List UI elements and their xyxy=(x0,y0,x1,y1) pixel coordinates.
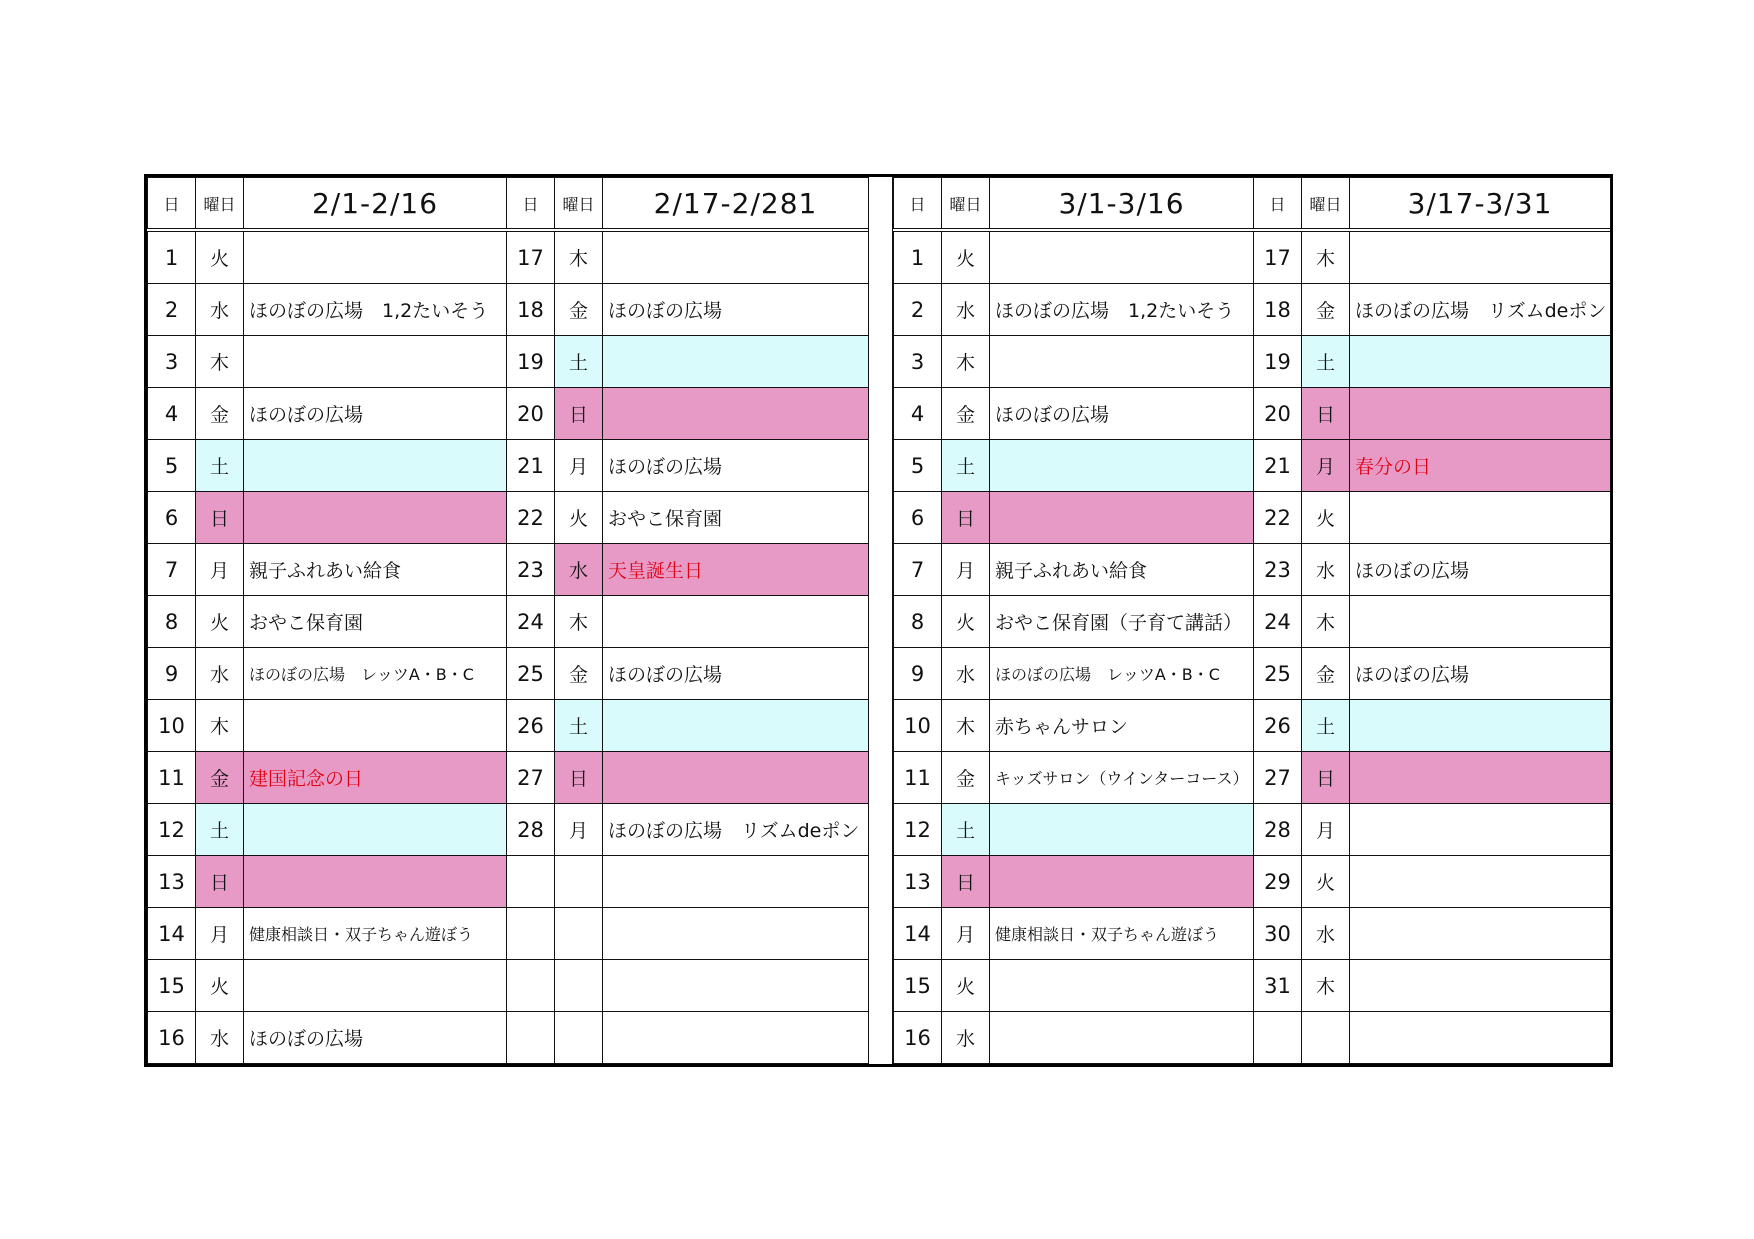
day-number-cell: 6 xyxy=(148,492,196,544)
weekday-cell: 土 xyxy=(196,440,244,492)
event-cell xyxy=(244,492,507,544)
day-number-cell: 30 xyxy=(1254,908,1302,960)
calendar-row xyxy=(148,336,869,388)
weekday-cell: 火 xyxy=(1302,492,1350,544)
day-number-cell: 10 xyxy=(148,700,196,752)
march-table xyxy=(893,177,1611,1064)
day-number-cell: 2 xyxy=(894,284,942,336)
weekday-cell: 水 xyxy=(196,284,244,336)
day-number-cell: 13 xyxy=(148,856,196,908)
event-cell xyxy=(603,700,869,752)
weekday-column-header: 曜日 xyxy=(942,178,990,231)
event-cell: キッズサロン（ウインターコース） xyxy=(990,752,1254,804)
event-cell xyxy=(1350,700,1611,752)
february-table xyxy=(147,177,869,1064)
day-number-cell xyxy=(507,856,555,908)
event-cell xyxy=(603,856,869,908)
event-cell: 赤ちゃんサロン xyxy=(990,700,1254,752)
event-cell: ほのぼの広場 1,2たいそう xyxy=(244,284,507,336)
day-number-cell: 12 xyxy=(894,804,942,856)
event-cell xyxy=(1350,752,1611,804)
day-number-cell: 6 xyxy=(894,492,942,544)
day-number-cell: 5 xyxy=(148,440,196,492)
day-number-cell xyxy=(507,1012,555,1064)
day-number-cell: 20 xyxy=(1254,388,1302,440)
calendar-row xyxy=(894,752,1611,804)
calendar-row xyxy=(894,440,1611,492)
event-cell xyxy=(603,388,869,440)
day-number-cell: 17 xyxy=(1254,230,1302,284)
event-cell xyxy=(990,856,1254,908)
event-cell xyxy=(603,960,869,1012)
calendar-row xyxy=(148,804,869,856)
calendar-row xyxy=(894,648,1611,700)
calendar-row xyxy=(148,544,869,596)
day-number-cell: 21 xyxy=(507,440,555,492)
weekday-cell: 金 xyxy=(942,388,990,440)
calendar-row xyxy=(148,908,869,960)
weekday-column-header: 曜日 xyxy=(196,178,244,231)
event-cell: 天皇誕生日 xyxy=(603,544,869,596)
event-cell xyxy=(244,336,507,388)
day-number-cell: 1 xyxy=(148,230,196,284)
weekday-cell: 日 xyxy=(196,856,244,908)
event-cell: 健康相談日・双子ちゃん遊ぼう xyxy=(244,908,507,960)
weekday-cell: 日 xyxy=(942,492,990,544)
weekday-cell: 日 xyxy=(942,856,990,908)
day-number-cell: 15 xyxy=(894,960,942,1012)
event-cell: ほのぼの広場 xyxy=(603,284,869,336)
day-number-cell: 25 xyxy=(1254,648,1302,700)
weekday-cell: 日 xyxy=(1302,752,1350,804)
day-number-cell: 31 xyxy=(1254,960,1302,1012)
weekday-cell: 水 xyxy=(942,284,990,336)
event-cell xyxy=(1350,908,1611,960)
event-cell xyxy=(1350,336,1611,388)
day-column-header: 日 xyxy=(507,178,555,231)
day-number-cell: 24 xyxy=(507,596,555,648)
event-cell xyxy=(990,492,1254,544)
day-number-cell: 11 xyxy=(148,752,196,804)
calendar-row xyxy=(148,230,869,284)
weekday-cell: 月 xyxy=(555,440,603,492)
date-range-header: 2/1-2/16 xyxy=(244,178,507,231)
calendar-row xyxy=(148,1012,869,1064)
event-cell: おやこ保育園（子育て講話） xyxy=(990,596,1254,648)
event-cell: ほのぼの広場 xyxy=(1350,544,1611,596)
event-cell: 親子ふれあい給食 xyxy=(244,544,507,596)
weekday-cell: 月 xyxy=(1302,804,1350,856)
calendar-row xyxy=(894,492,1611,544)
weekday-cell: 月 xyxy=(555,804,603,856)
event-cell xyxy=(244,856,507,908)
day-number-cell: 4 xyxy=(148,388,196,440)
calendar-row xyxy=(148,492,869,544)
event-cell: おやこ保育園 xyxy=(603,492,869,544)
date-range-header: 3/17-3/31 xyxy=(1350,178,1611,231)
event-cell: 親子ふれあい給食 xyxy=(990,544,1254,596)
weekday-cell: 水 xyxy=(1302,544,1350,596)
event-cell: ほのぼの広場 xyxy=(990,388,1254,440)
weekday-cell: 金 xyxy=(196,388,244,440)
calendar-row xyxy=(894,700,1611,752)
weekday-column-header: 曜日 xyxy=(1302,178,1350,231)
event-cell xyxy=(1350,388,1611,440)
day-number-cell: 1 xyxy=(894,230,942,284)
day-number-cell: 3 xyxy=(148,336,196,388)
weekday-cell: 土 xyxy=(1302,700,1350,752)
weekday-cell: 土 xyxy=(555,700,603,752)
calendar-row xyxy=(148,648,869,700)
weekday-cell: 木 xyxy=(942,700,990,752)
event-cell xyxy=(1350,1012,1611,1064)
event-cell xyxy=(1350,492,1611,544)
calendar-row xyxy=(148,388,869,440)
calendar-row xyxy=(894,960,1611,1012)
day-number-cell: 27 xyxy=(1254,752,1302,804)
day-number-cell: 2 xyxy=(148,284,196,336)
event-cell xyxy=(1350,804,1611,856)
event-cell: ほのぼの広場 レッツA・B・C xyxy=(990,648,1254,700)
event-cell xyxy=(1350,230,1611,284)
month-divider xyxy=(868,177,893,1064)
event-cell xyxy=(244,230,507,284)
day-number-cell xyxy=(507,960,555,1012)
calendar-row xyxy=(894,544,1611,596)
weekday-cell: 金 xyxy=(1302,284,1350,336)
weekday-cell: 火 xyxy=(196,596,244,648)
event-cell: 建国記念の日 xyxy=(244,752,507,804)
event-cell xyxy=(1350,856,1611,908)
weekday-cell: 土 xyxy=(942,440,990,492)
day-number-cell: 25 xyxy=(507,648,555,700)
day-number-cell: 8 xyxy=(148,596,196,648)
calendar-row xyxy=(148,700,869,752)
calendar-row xyxy=(894,284,1611,336)
day-number-cell: 8 xyxy=(894,596,942,648)
weekday-cell: 木 xyxy=(1302,960,1350,1012)
event-cell xyxy=(1350,596,1611,648)
weekday-cell: 日 xyxy=(555,388,603,440)
event-cell xyxy=(244,700,507,752)
event-cell xyxy=(990,230,1254,284)
event-cell: おやこ保育園 xyxy=(244,596,507,648)
event-cell: ほのぼの広場 xyxy=(603,648,869,700)
event-cell xyxy=(990,804,1254,856)
calendar-row xyxy=(894,1012,1611,1064)
day-number-cell: 14 xyxy=(894,908,942,960)
calendar-row xyxy=(894,856,1611,908)
weekday-cell: 火 xyxy=(942,960,990,1012)
calendar-row xyxy=(894,908,1611,960)
calendar-row xyxy=(148,856,869,908)
event-cell: ほのぼの広場 レッツA・B・C xyxy=(244,648,507,700)
day-number-cell xyxy=(1254,1012,1302,1064)
weekday-cell: 木 xyxy=(555,596,603,648)
day-number-cell: 14 xyxy=(148,908,196,960)
weekday-cell: 木 xyxy=(196,700,244,752)
weekday-cell: 木 xyxy=(196,336,244,388)
weekday-cell: 月 xyxy=(196,544,244,596)
calendar-row xyxy=(894,336,1611,388)
event-cell xyxy=(244,960,507,1012)
event-cell xyxy=(244,804,507,856)
calendar-row xyxy=(894,230,1611,284)
header-row xyxy=(894,178,1611,231)
weekday-cell: 水 xyxy=(196,648,244,700)
day-number-cell: 17 xyxy=(507,230,555,284)
weekday-cell: 金 xyxy=(196,752,244,804)
day-number-cell: 23 xyxy=(1254,544,1302,596)
day-number-cell: 27 xyxy=(507,752,555,804)
weekday-cell: 水 xyxy=(1302,908,1350,960)
day-number-cell: 24 xyxy=(1254,596,1302,648)
weekday-cell: 火 xyxy=(196,960,244,1012)
day-number-cell: 7 xyxy=(894,544,942,596)
day-number-cell: 18 xyxy=(1254,284,1302,336)
event-cell: ほのぼの広場 リズムdeポン xyxy=(603,804,869,856)
weekday-cell: 水 xyxy=(196,1012,244,1064)
weekday-cell: 日 xyxy=(555,752,603,804)
event-cell xyxy=(990,336,1254,388)
date-range-header: 2/17-2/281 xyxy=(603,178,869,231)
calendar-row xyxy=(148,752,869,804)
weekday-cell: 月 xyxy=(196,908,244,960)
event-cell xyxy=(603,752,869,804)
event-cell: ほのぼの広場 xyxy=(244,1012,507,1064)
calendar-row xyxy=(894,388,1611,440)
weekday-cell: 日 xyxy=(196,492,244,544)
weekday-cell: 土 xyxy=(555,336,603,388)
day-number-cell: 19 xyxy=(507,336,555,388)
weekday-cell: 月 xyxy=(942,908,990,960)
day-number-cell: 9 xyxy=(894,648,942,700)
weekday-cell: 金 xyxy=(555,284,603,336)
event-cell xyxy=(990,1012,1254,1064)
weekday-cell: 火 xyxy=(942,230,990,284)
weekday-cell: 水 xyxy=(942,648,990,700)
day-number-cell: 12 xyxy=(148,804,196,856)
event-cell xyxy=(603,336,869,388)
day-number-cell: 16 xyxy=(894,1012,942,1064)
day-number-cell: 19 xyxy=(1254,336,1302,388)
weekday-cell xyxy=(555,856,603,908)
event-cell xyxy=(244,440,507,492)
day-number-cell: 20 xyxy=(507,388,555,440)
day-column-header: 日 xyxy=(1254,178,1302,231)
day-number-cell: 3 xyxy=(894,336,942,388)
day-number-cell: 16 xyxy=(148,1012,196,1064)
weekday-cell: 火 xyxy=(1302,856,1350,908)
day-number-cell: 26 xyxy=(1254,700,1302,752)
day-number-cell: 28 xyxy=(507,804,555,856)
weekday-cell: 木 xyxy=(555,230,603,284)
weekday-cell xyxy=(555,960,603,1012)
calendar-row xyxy=(148,440,869,492)
event-cell: ほのぼの広場 リズムdeポン xyxy=(1350,284,1611,336)
calendar-row xyxy=(894,596,1611,648)
event-cell xyxy=(603,1012,869,1064)
date-range-header: 3/1-3/16 xyxy=(990,178,1254,231)
calendar-row xyxy=(148,960,869,1012)
event-cell: 春分の日 xyxy=(1350,440,1611,492)
weekday-cell: 月 xyxy=(1302,440,1350,492)
event-cell xyxy=(603,230,869,284)
weekday-column-header: 曜日 xyxy=(555,178,603,231)
weekday-cell: 土 xyxy=(1302,336,1350,388)
event-cell: ほのぼの広場 1,2たいそう xyxy=(990,284,1254,336)
day-number-cell: 4 xyxy=(894,388,942,440)
calendar-row xyxy=(148,596,869,648)
event-cell: ほのぼの広場 xyxy=(603,440,869,492)
event-cell: ほのぼの広場 xyxy=(1350,648,1611,700)
day-number-cell: 22 xyxy=(1254,492,1302,544)
event-cell xyxy=(603,596,869,648)
weekday-cell: 火 xyxy=(196,230,244,284)
day-number-cell: 5 xyxy=(894,440,942,492)
day-number-cell: 15 xyxy=(148,960,196,1012)
header-row xyxy=(148,178,869,231)
day-number-cell: 26 xyxy=(507,700,555,752)
day-number-cell: 10 xyxy=(894,700,942,752)
day-column-header: 日 xyxy=(148,178,196,231)
weekday-cell: 金 xyxy=(1302,648,1350,700)
day-number-cell: 9 xyxy=(148,648,196,700)
day-number-cell: 21 xyxy=(1254,440,1302,492)
day-number-cell: 18 xyxy=(507,284,555,336)
event-cell xyxy=(603,908,869,960)
weekday-cell: 水 xyxy=(942,1012,990,1064)
weekday-cell: 火 xyxy=(942,596,990,648)
weekday-cell xyxy=(1302,1012,1350,1064)
weekday-cell: 土 xyxy=(942,804,990,856)
weekday-cell: 木 xyxy=(942,336,990,388)
weekday-cell: 月 xyxy=(942,544,990,596)
weekday-cell: 水 xyxy=(555,544,603,596)
weekday-cell: 金 xyxy=(942,752,990,804)
day-number-cell: 7 xyxy=(148,544,196,596)
day-number-cell xyxy=(507,908,555,960)
event-cell xyxy=(1350,960,1611,1012)
day-number-cell: 28 xyxy=(1254,804,1302,856)
event-cell: ほのぼの広場 xyxy=(244,388,507,440)
event-cell: 健康相談日・双子ちゃん遊ぼう xyxy=(990,908,1254,960)
day-number-cell: 11 xyxy=(894,752,942,804)
weekday-cell: 金 xyxy=(555,648,603,700)
weekday-cell xyxy=(555,1012,603,1064)
weekday-cell xyxy=(555,908,603,960)
weekday-cell: 木 xyxy=(1302,230,1350,284)
weekday-cell: 木 xyxy=(1302,596,1350,648)
calendar-sheet xyxy=(144,174,1613,1067)
day-number-cell: 13 xyxy=(894,856,942,908)
day-column-header: 日 xyxy=(894,178,942,231)
weekday-cell: 火 xyxy=(555,492,603,544)
calendar-row xyxy=(894,804,1611,856)
day-number-cell: 22 xyxy=(507,492,555,544)
event-cell xyxy=(990,960,1254,1012)
weekday-cell: 日 xyxy=(1302,388,1350,440)
weekday-cell: 土 xyxy=(196,804,244,856)
event-cell xyxy=(990,440,1254,492)
day-number-cell: 23 xyxy=(507,544,555,596)
day-number-cell: 29 xyxy=(1254,856,1302,908)
calendar-row xyxy=(148,284,869,336)
